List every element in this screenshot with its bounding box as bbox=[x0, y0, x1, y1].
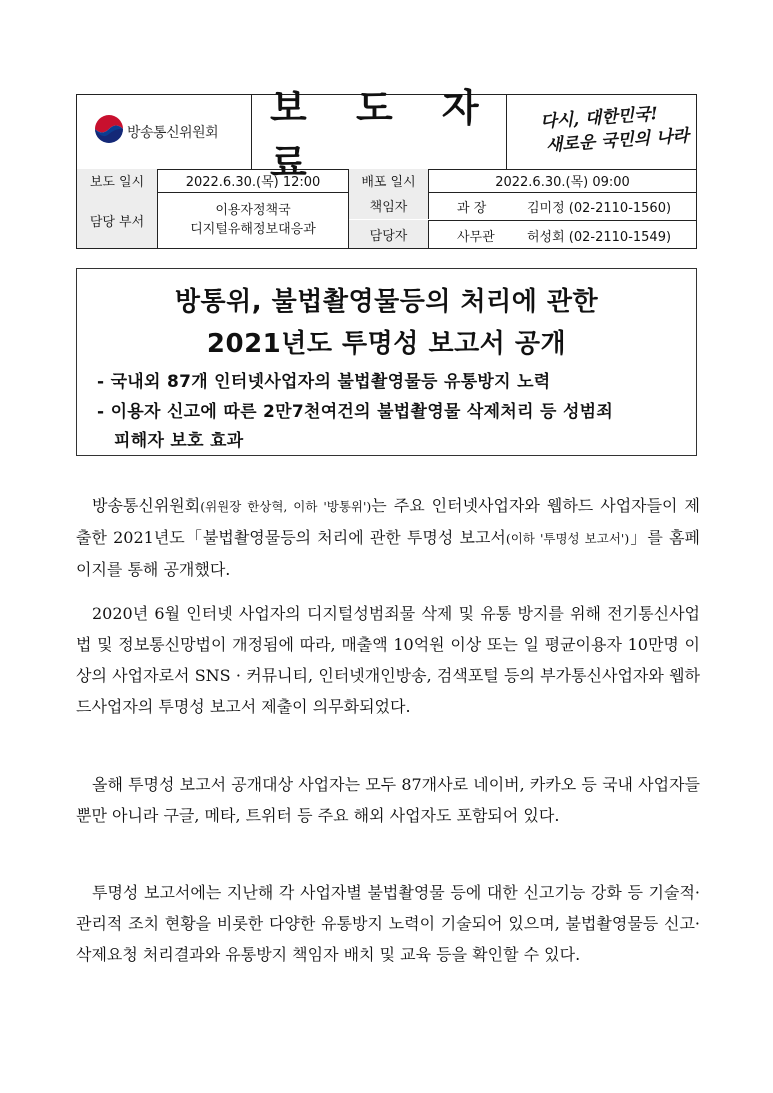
distribution-date-label: 배포 일시 bbox=[349, 169, 429, 192]
document-title: 보 도 자 료 bbox=[270, 86, 497, 185]
manager-title: 과 장 bbox=[457, 201, 487, 216]
p3-text: 올해 투명성 보고서 공개대상 사업자는 모두 87개사로 네이버, 카카오 등 국내 사업자들뿐만 아니라 구글, 메타, 트위터 등 주요 해외 사업자도 포함되어 있다. bbox=[76, 775, 700, 825]
department-value bbox=[158, 192, 349, 248]
p1-text-end: 」를 홈페이지를 통해 공개했다. bbox=[76, 528, 700, 579]
press-release-header bbox=[76, 86, 697, 249]
government-emblem-icon bbox=[92, 112, 126, 146]
p1-parenthetical: (위원장 한상혁, 이하 '방통위') bbox=[200, 499, 372, 514]
p4-text: 투명성 보고서에는 지난해 각 사업자별 불법촬영물 등에 대한 신고기능 강화 등 기술적·관리적 조치 현황을 비롯한 다양한 유통방지 노력이 기술되어 있으며, 불법촬영물등 신고·삭제요청 처리결과와 유통방지 책임자 배치 및 교육 등을 확인할 수 있다. bbox=[76, 883, 700, 964]
headline-line-1: 방통위, 불법촬영물등의 처리에 관한 bbox=[174, 287, 599, 317]
p1-text: 는 주요 인터넷사업자와 웹하드 사업자들이 제출한 2021년도「불법촬영물등의 처리에 관한 투명성 보고서 bbox=[76, 496, 700, 547]
manager-label: 책임자 bbox=[349, 192, 429, 219]
body-paragraph-3 bbox=[76, 769, 700, 831]
distribution-date-value: 2022.6.30.(목) 09:00 bbox=[495, 175, 630, 190]
manager-contact: 김미정 (02-2110-1560) bbox=[527, 201, 672, 216]
report-date-value: 2022.6.30.(목) 12:00 bbox=[158, 169, 349, 192]
department-line-2: 디지털유해정보대응과 bbox=[190, 222, 316, 237]
ministry-logo bbox=[77, 95, 252, 169]
staff-row bbox=[349, 220, 696, 248]
contact-row bbox=[77, 192, 696, 248]
date-row bbox=[77, 169, 696, 193]
subheadline-2-cont: 피해자 보호 효과 bbox=[114, 431, 244, 451]
slogan-line-2: 새로운 국민의 나라 bbox=[545, 125, 690, 156]
government-slogan bbox=[540, 100, 693, 158]
department-label: 담당 부서 bbox=[77, 192, 158, 248]
p1-parenthetical-2: (이하 '투명성 보고서') bbox=[505, 531, 630, 546]
headline-line-2: 2021년도 투명성 보고서 공개 bbox=[206, 329, 567, 359]
body-paragraph-1 bbox=[76, 490, 700, 585]
report-date-label: 보도 일시 bbox=[77, 169, 158, 192]
body-paragraph-2 bbox=[76, 598, 700, 722]
ministry-name: 방송통신위원회 bbox=[127, 125, 219, 141]
slogan-cell bbox=[507, 95, 696, 169]
slogan-line-1: 다시, 대한민국! bbox=[539, 104, 659, 133]
body-paragraph-4 bbox=[76, 877, 700, 970]
p1-subject: 방송통신위원회 bbox=[92, 496, 201, 515]
contact-persons bbox=[349, 192, 696, 248]
subheadline-2: - 이용자 신고에 따른 2만7천여건의 불법촬영물 삭제처리 등 성범죄 bbox=[97, 402, 614, 422]
staff-contact: 허성회 (02-2110-1549) bbox=[527, 230, 672, 245]
subheadline-1: - 국내외 87개 인터넷사업자의 불법촬영물등 유통방지 노력 bbox=[97, 372, 551, 392]
headline-box bbox=[76, 268, 697, 456]
staff-title: 사무관 bbox=[457, 230, 495, 245]
p2-text: 2020년 6월 인터넷 사업자의 디지털성범죄물 삭제 및 유통 방지를 위해 전기통신사업법 및 정보통신망법이 개정됨에 따라, 매출액 10억원 이상 또는 일 평균이용자 10만명 이상의 사업자로서 SNS · 커뮤니티, 인터넷개인방송, 검색포털 등의 부가통신사업자와 웹하드사업자의 투명성 보고서 제출이 의무화되었다. bbox=[76, 604, 700, 716]
manager-row bbox=[349, 192, 696, 221]
department-line-1: 이용자정책국 bbox=[215, 203, 291, 218]
staff-label: 담당자 bbox=[349, 220, 429, 248]
